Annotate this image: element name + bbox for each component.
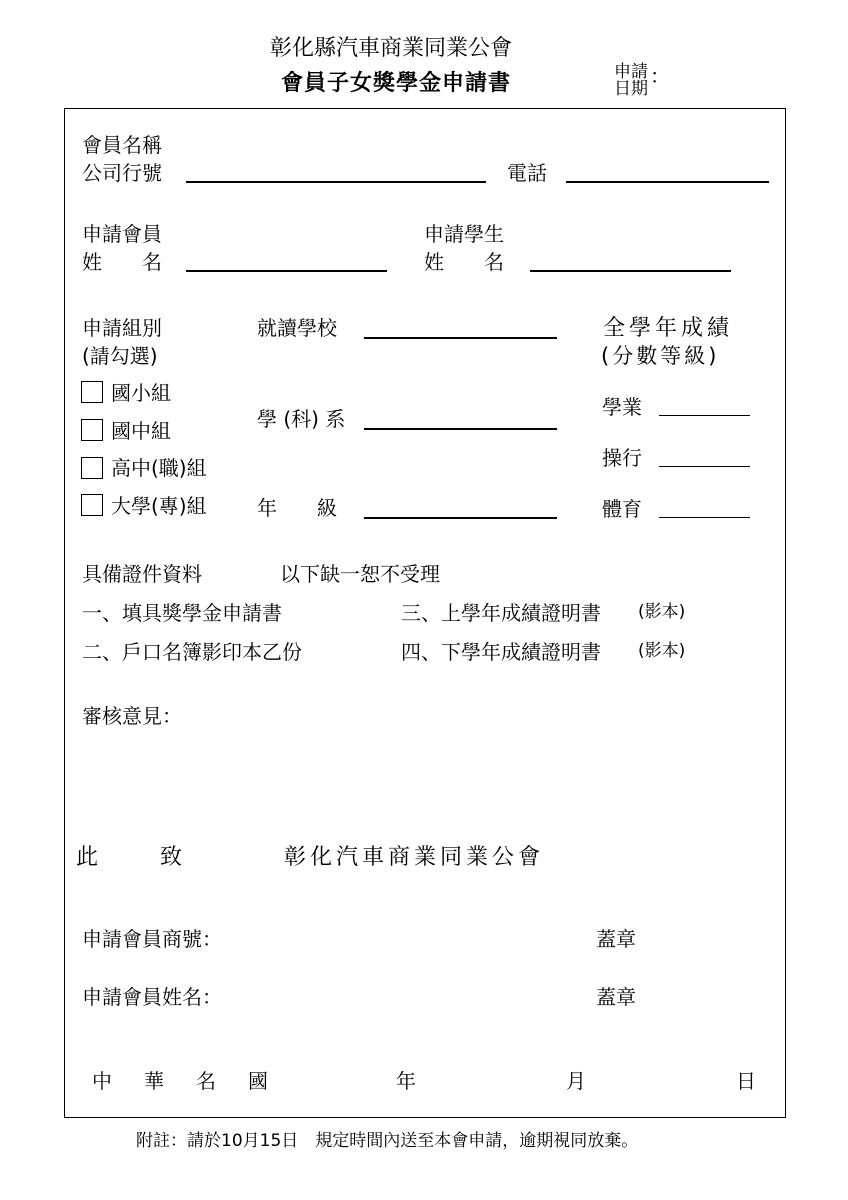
date-year: 年: [396, 1069, 416, 1093]
pe-field[interactable]: [659, 517, 750, 518]
school-label: 就讀學校: [257, 316, 337, 340]
addressee-ci: 此: [76, 845, 99, 870]
document-item-3: 三、上學年成績證明書: [401, 601, 601, 625]
applicant-member-name-label: 姓 名: [82, 250, 162, 274]
pe-label: 體育: [602, 497, 642, 521]
grades-title: 全學年成績: [603, 316, 734, 341]
date-colon: ：: [650, 64, 670, 88]
group-hint: (請勾選): [82, 344, 158, 368]
grade-label: 年 級: [257, 496, 337, 520]
group-option-junior-high: 國中組: [111, 419, 171, 443]
grade-field[interactable]: [364, 517, 557, 519]
document-item-4: 四、下學年成績證明書: [401, 640, 601, 664]
group-option-university: 大學(專)組: [111, 494, 207, 518]
shop-label: 申請會員商號：: [82, 927, 222, 951]
school-field[interactable]: [364, 337, 557, 339]
group-checkbox-junior-high[interactable]: [81, 419, 103, 441]
review-label: 審核意見：: [82, 704, 182, 728]
footnote: 附註：請於10月15日 規定時間內送至本會申請，逾期視同放棄。: [136, 1131, 639, 1151]
group-checkbox-university[interactable]: [81, 494, 103, 516]
conduct-label: 操行: [602, 446, 642, 470]
member-name-label: 會員名稱: [82, 133, 162, 157]
addressee-zhi: 致: [160, 845, 183, 870]
student-name-field[interactable]: [530, 270, 731, 272]
document-item-1: 一、填具獎學金申請書: [82, 601, 282, 625]
date-label-top: 申請: [614, 62, 648, 82]
conduct-field[interactable]: [659, 466, 750, 467]
company-label: 公司行號: [82, 161, 162, 185]
phone-label: 電話: [507, 161, 547, 185]
document-item-3-suffix: (影本): [638, 602, 686, 622]
group-checkbox-elementary[interactable]: [81, 381, 103, 403]
company-field[interactable]: [186, 181, 486, 183]
document-item-2: 二、戶口名簿影印本乙份: [82, 640, 302, 664]
department-field[interactable]: [364, 428, 557, 430]
documents-note: 以下缺一恕不受理: [280, 562, 440, 586]
academic-field[interactable]: [659, 415, 750, 416]
group-checkbox-senior-high[interactable]: [81, 457, 103, 479]
member-name-sig-label: 申請會員姓名：: [82, 985, 222, 1009]
member-name-seal: 蓋章: [596, 985, 636, 1009]
form-title: 會員子女獎學金申請書: [281, 71, 512, 96]
academic-label: 學業: [602, 395, 642, 419]
applicant-student-label: 申請學生: [424, 222, 504, 246]
date-era: 中 華 名 國: [92, 1069, 274, 1093]
date-month: 月: [566, 1069, 586, 1093]
applicant-student-name-label: 姓 名: [424, 250, 504, 274]
group-label: 申請組別: [82, 316, 162, 340]
phone-field[interactable]: [566, 181, 769, 183]
addressee-org: 彰化汽車商業同業公會: [284, 845, 545, 870]
department-label: 學 (科) 系: [257, 407, 346, 431]
grades-subtitle: (分數等級): [601, 344, 720, 368]
group-option-senior-high: 高中(職)組: [111, 456, 207, 480]
document-item-4-suffix: (影本): [638, 641, 686, 661]
member-name-field[interactable]: [186, 270, 387, 272]
documents-label: 具備證件資料: [82, 562, 202, 586]
group-option-elementary: 國小組: [111, 381, 171, 405]
applicant-member-label: 申請會員: [82, 222, 162, 246]
org-name: 彰化縣汽車商業同業公會: [270, 36, 513, 61]
shop-seal: 蓋章: [596, 927, 636, 951]
date-day: 日: [736, 1069, 756, 1093]
date-label-bottom: 日期: [614, 79, 648, 99]
